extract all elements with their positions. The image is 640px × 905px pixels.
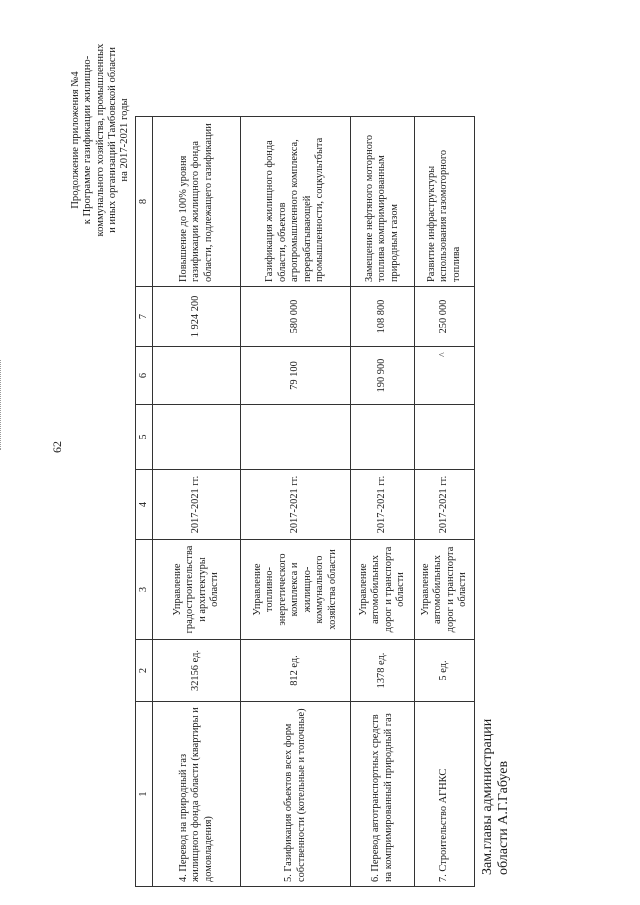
funding-cell: 79 100 — [241, 347, 351, 405]
column-header: 5 — [136, 405, 153, 470]
column-header: 1 — [136, 702, 153, 887]
funding-cell: 250 000 — [415, 287, 475, 347]
column-header: 3 — [136, 540, 153, 640]
signature-name: области А.Г.Габуев — [496, 760, 511, 875]
result-cell: Газификация жилищного фонда области, объектов агропромышленного комплекса, перерабатывающей промышленности, соцкультбыта — [241, 117, 351, 287]
quantity-cell: 32156 ед. — [153, 640, 241, 702]
period-cell: 2017-2021 гг. — [241, 470, 351, 540]
quantity-cell: 1378 ед. — [351, 640, 415, 702]
measure-cell: 4. Перевод на природный газ жилищного фонда области (квартиры и домовладения) — [153, 702, 241, 887]
funding-cell: 1 924 200 — [153, 287, 241, 347]
funding-cell: 108 800 — [351, 287, 415, 347]
funding-cell: 580 000 — [241, 287, 351, 347]
quantity-cell: 812 ед. — [241, 640, 351, 702]
table-row — [241, 117, 351, 887]
funding-cell — [415, 405, 475, 470]
table-header-row — [136, 117, 153, 887]
header-line: Продолжение приложения №4 — [70, 71, 81, 209]
header-line: к Программе газификации жилищно- — [82, 55, 94, 225]
header-line: коммунального хозяйства, промышленных — [94, 43, 106, 237]
responsible-cell: Управление автомобильных дорог и транспорта области — [415, 540, 475, 640]
funding-cell — [153, 405, 241, 470]
measure-cell: 5. Газификация объектов всех форм собственности (котельные и топочные) — [241, 702, 351, 887]
column-header: 7 — [136, 287, 153, 347]
page-number: 62 — [50, 441, 64, 453]
column-header: 6 — [136, 347, 153, 405]
header-line: и иных организаций Тамбовской области — [106, 47, 118, 233]
table-row — [153, 117, 241, 887]
responsible-cell: Управление автомобильных дорог и транспорта области — [351, 540, 415, 640]
measure-cell: 7. Строительство АГНКС — [415, 702, 475, 887]
period-cell: 2017-2021 гг. — [153, 470, 241, 540]
scan-artifact — [0, 360, 5, 450]
program-table — [135, 116, 475, 887]
funding-cell — [351, 405, 415, 470]
period-cell: 2017-2021 гг. — [351, 470, 415, 540]
quantity-cell: 5 ед. — [415, 640, 475, 702]
result-cell: Замещение нефтяного моторного топлива компримированным природным газом — [351, 117, 415, 287]
table-row — [351, 117, 415, 887]
funding-cell — [241, 405, 351, 470]
appendix-header — [70, 20, 131, 260]
result-cell: Развитие инфраструктуры использования газомоторного топлива — [415, 117, 475, 287]
responsible-cell: Управление топливно-энергетического комплекса и жилищно-коммунального хозяйства области — [241, 540, 351, 640]
responsible-cell: Управление градостроительства и архитектуры области — [153, 540, 241, 640]
period-cell: 2017-2021 гг. — [415, 470, 475, 540]
table-row — [415, 117, 475, 887]
result-cell: Повышение до 100% уровня газификации жилищного фонда области, подлежащего газификации — [153, 117, 241, 287]
scan-artifact-mark: ^ — [438, 352, 449, 357]
signature-block — [480, 719, 512, 875]
funding-cell: 190 900 — [351, 347, 415, 405]
column-header: 4 — [136, 470, 153, 540]
column-header: 2 — [136, 640, 153, 702]
funding-cell — [153, 347, 241, 405]
signature-title: Зам.главы администрации — [480, 718, 495, 875]
measure-cell: 6. Перевод автотранспортных средств на компримированный природный газ — [351, 702, 415, 887]
column-header: 8 — [136, 117, 153, 287]
header-line: на 2017-2021 годы — [119, 98, 131, 182]
